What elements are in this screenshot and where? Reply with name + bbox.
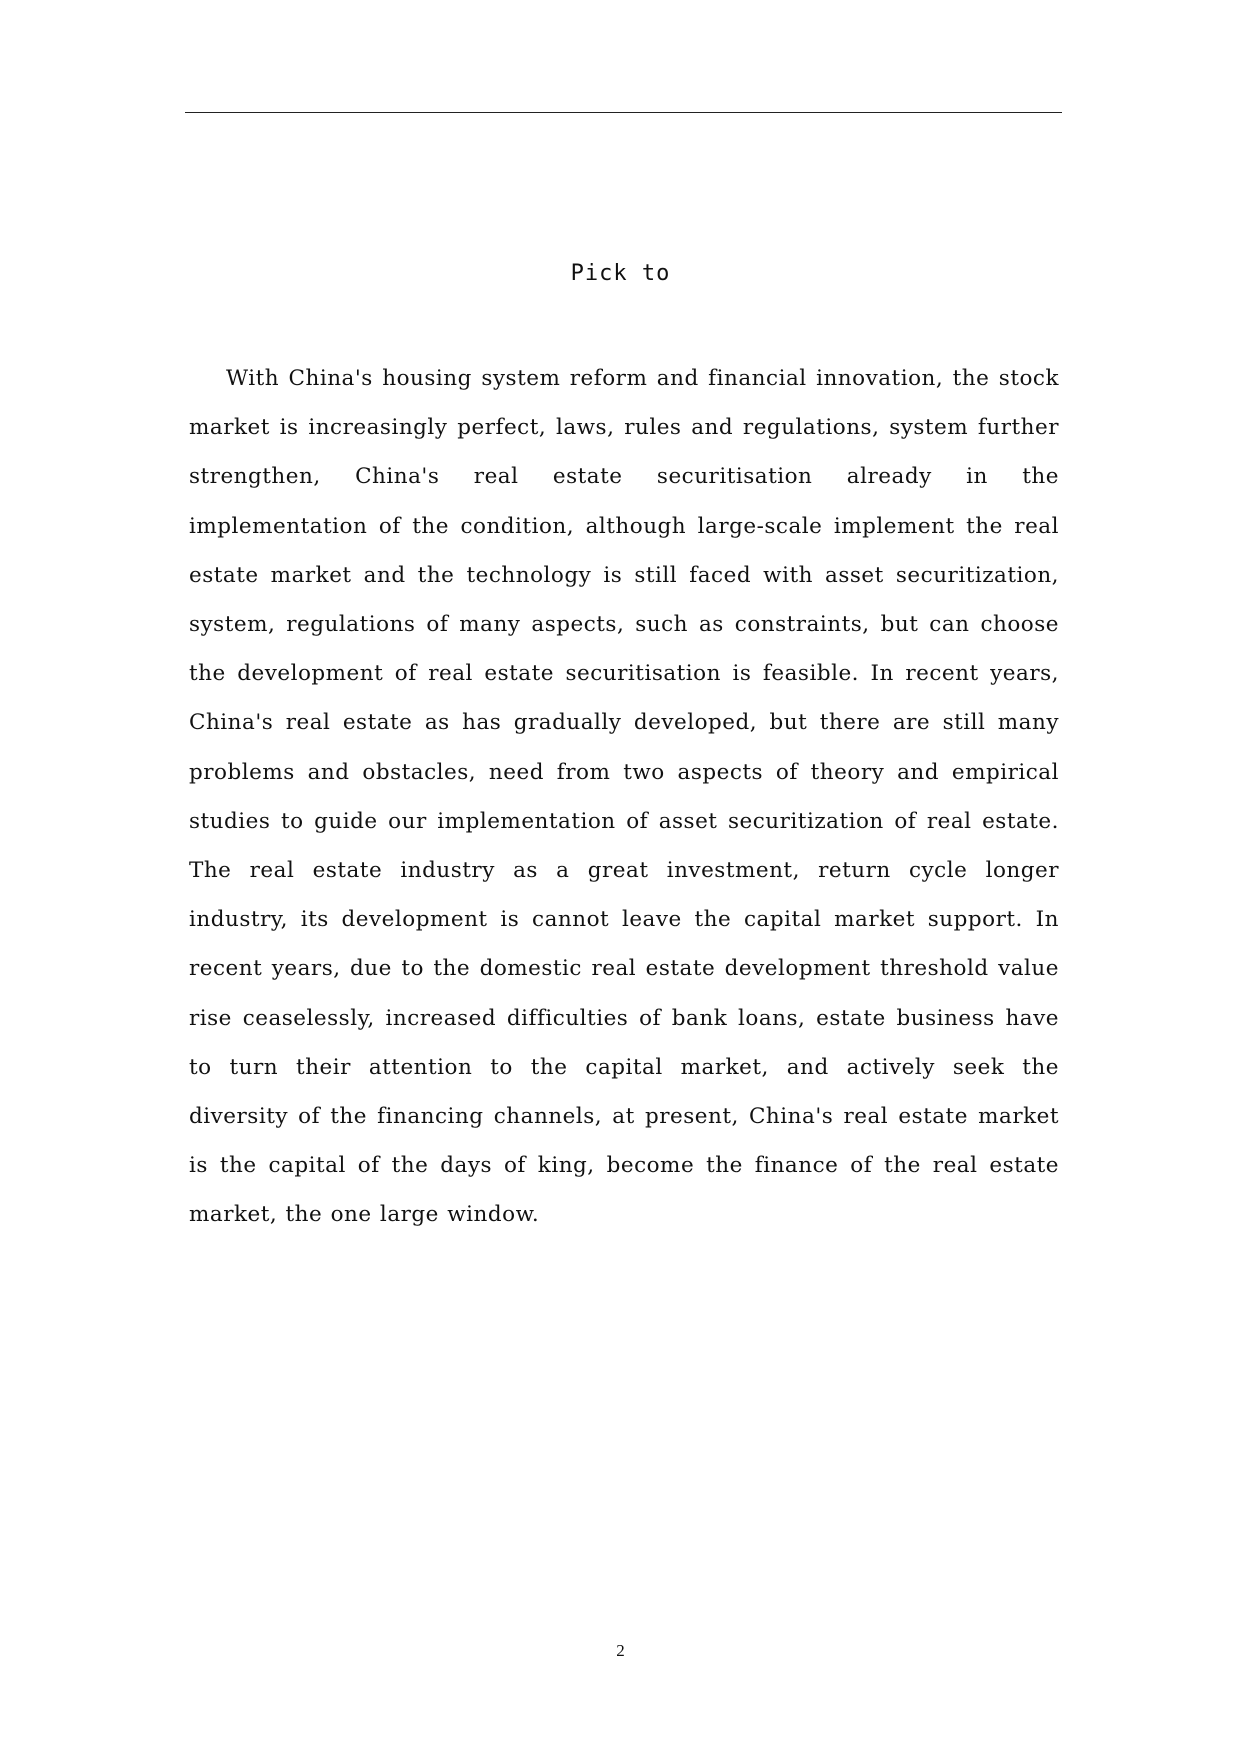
header-rule <box>185 112 1062 113</box>
page-number: 2 <box>616 1641 625 1660</box>
page-title: Pick to <box>570 261 671 286</box>
abstract-paragraph: With China's housing system reform and financial innovation, the stock market is increasingly perfect, laws, rules and regulations, system further strengthen, China's real estate securitisation already in the implementation of the condition, although large-scale implement the real estate market and the technology is still faced with asset securitization, system, regulations of many aspects, such as constraints, but can choose the development of real estate securitisation is feasible. In recent years, China's real estate as has gradually developed, but there are still many problems and obstacles, need from two aspects of theory and empirical studies to guide our implementation of asset securitization of real estate. The real estate industry as a great investment, return cycle longer industry, its development is cannot leave the capital market support. In recent years, due to the domestic real estate development threshold value rise ceaselessly, increased difficulties of bank loans, estate business have to turn their attention to the capital market, and actively seek the diversity of the financing channels, at present, China's real estate market is the capital of the days of king, become the finance of the real estate market, the one large window. <box>189 366 1059 1228</box>
